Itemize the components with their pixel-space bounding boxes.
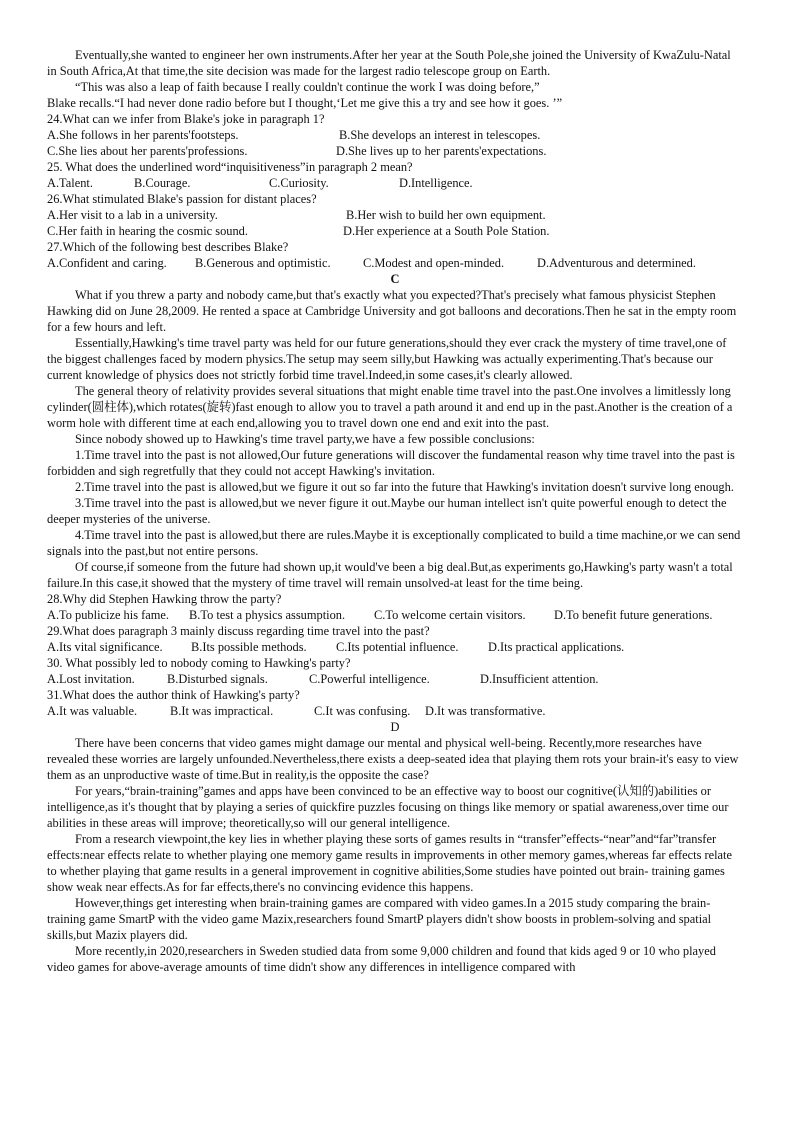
paragraph-c-4: Since nobody showed up to Hawking's time travel party,we have a few possible conclusions: — [75, 432, 535, 446]
option-d[interactable]: D.She lives up to her parents'expectations. — [336, 144, 547, 158]
question-26: 26.What stimulated Blake's passion for distant places? — [47, 192, 317, 206]
question-30: 30. What possibly led to nobody coming to Hawking's party? — [47, 656, 351, 670]
option-b[interactable]: B.Disturbed signals. — [167, 672, 268, 686]
option-c[interactable]: C.Modest and open-minded. — [363, 256, 505, 270]
conclusion-2: 2.Time travel into the past is allowed,but we figure it out so far into the future that Hawking's invitation doesn't survive long enough. — [75, 480, 734, 494]
paragraph-d-1: There have been concerns that video games might damage our mental and physical well-being. Recently,more researches have revealed these worries are largely unfounded.Nevertheless,there exists a deep-seated idea that playing them rots your brain-it's easy to view them as an unproductive waste of time.But in reality,is the opposite the case? — [47, 736, 739, 782]
question-25: 25. What does the underlined word“inquisitiveness”in paragraph 2 mean? — [47, 160, 413, 174]
question-27: 27.Which of the following best describes Blake? — [47, 240, 289, 254]
conclusion-3: 3.Time travel into the past is allowed,but we never figure it out.Maybe our human intellect isn't quite powerful enough to detect the deeper mysteries of the universe. — [47, 496, 727, 526]
option-a[interactable]: A.To publicize his fame. — [47, 608, 169, 622]
paragraph-d-3: From a research viewpoint,the key lies in whether playing these sorts of games results in “transfer”effects-“near”and“far”transfer effects:near effects relate to whether playing one memory game results in improvements in other memory games,whereas far effects relate to whether playing that game results in a general improvement in cognitive abilities,Some studies have pointed out brain- training games show weak near effects.As for far effects,there's no convincing evidence this happens. — [47, 832, 732, 894]
option-c[interactable]: C.Powerful intelligence. — [309, 672, 430, 686]
option-b[interactable]: B.Its possible methods. — [191, 640, 307, 654]
option-d[interactable]: D.To benefit future generations. — [554, 608, 713, 622]
option-c[interactable]: C.Curiosity. — [269, 176, 329, 190]
option-b[interactable]: B.Courage. — [134, 176, 191, 190]
exam-page — [47, 47, 743, 975]
paragraph-c-1: What if you threw a party and nobody came,but that's exactly what you expected?That's precisely what famous physicist Stephen Hawking did on June 28,2009. He rented a space at Cambridge University and got balloons and decorations.Then he sat in the empty room for a few hours and left. — [47, 288, 737, 334]
option-c[interactable]: C.Its potential influence. — [336, 640, 459, 654]
question-29-options — [47, 639, 743, 655]
question-26-options-2 — [47, 223, 743, 239]
paragraph-c-3: The general theory of relativity provides several situations that might enable time travel into the past.One involves a limitlessly long cylinder(圆柱体),which rotates(旋转)fast enough to allow you to travel a path around it and end up in the past.Another is the creation of a worm hole with different time at each end,allowing you to travel down one end and exit into the past. — [47, 384, 733, 430]
option-a[interactable]: A.Confident and caring. — [47, 256, 167, 270]
option-b[interactable]: B.It was impractical. — [170, 704, 274, 718]
option-c[interactable]: C.To welcome certain visitors. — [374, 608, 526, 622]
question-24-options-2 — [47, 143, 743, 159]
option-c[interactable]: C.She lies about her parents'professions. — [47, 144, 248, 158]
question-28: 28.Why did Stephen Hawking throw the party? — [47, 592, 282, 606]
question-24: 24.What can we infer from Blake's joke in paragraph 1? — [47, 112, 325, 126]
option-a[interactable]: A.Its vital significance. — [47, 640, 163, 654]
paragraph-c-2: Essentially,Hawking's time travel party was held for our future generations,should they ever crack the mystery of time travel,one of the biggest challenges faced by modern physics.The setup may seem silly,but Hawking was actually experimenting.That's because our current knowledge of physics does not strictly forbid time travel.Indeed,in some cases,it's clearly allowed. — [47, 336, 727, 382]
question-26-options — [47, 207, 743, 223]
paragraph-d-5: More recently,in 2020,researchers in Sweden studied data from some 9,000 children and found that kids aged 9 or 10 who played video games for above-average amounts of time didn't show any differences in intelligence compared with — [47, 944, 716, 974]
option-b[interactable]: B.Generous and optimistic. — [195, 256, 331, 270]
option-d[interactable]: D.Adventurous and determined. — [537, 256, 696, 270]
option-c[interactable]: C.It was confusing. — [314, 704, 411, 718]
paragraph-b-3: Blake recalls.“I had never done radio before but I thought,‘Let me give this a try and see how it goes. ’” — [47, 96, 563, 110]
section-d-heading: D — [390, 720, 400, 734]
option-c[interactable]: C.Her faith in hearing the cosmic sound. — [47, 224, 248, 238]
option-a[interactable]: A.It was valuable. — [47, 704, 138, 718]
section-c-heading: C — [390, 272, 400, 286]
conclusion-1: 1.Time travel into the past is not allowed,Our future generations will discover the fundamental reason why time travel into the past is forbidden and sigh regretfully that they could not accept Hawking's invitation. — [47, 448, 735, 478]
option-b[interactable]: B.To test a physics assumption. — [189, 608, 346, 622]
option-d[interactable]: D.Her experience at a South Pole Station. — [343, 224, 550, 238]
question-28-options — [47, 607, 743, 623]
option-a[interactable]: A.She follows in her parents'footsteps. — [47, 128, 239, 142]
question-31: 31.What does the author think of Hawking's party? — [47, 688, 300, 702]
question-25-options — [47, 175, 743, 191]
option-a[interactable]: A.Lost invitation. — [47, 672, 135, 686]
paragraph-b-1: Eventually,she wanted to engineer her own instruments.After her year at the South Pole,she joined the University of KwaZulu-Natal in South Africa,At that time,the site decision was made for the largest radio telescope group on Earth. — [47, 48, 731, 78]
paragraph-d-2: For years,“brain-training”games and apps have been convinced to be an effective way to boost our cognitive(认知的)abilities or intelligence,as it's thought that by playing a series of quickfire puzzles focusing on things like memory or spatial awareness,over time our abilities in these areas will improve; theoretically,so will our general intelligence. — [47, 784, 729, 830]
option-b[interactable]: B.Her wish to build her own equipment. — [346, 208, 546, 222]
paragraph-b-2: “This was also a leap of faith because I really couldn't continue the work I was doing before,” — [75, 80, 540, 94]
option-a[interactable]: A.Her visit to a lab in a university. — [47, 208, 218, 222]
option-b[interactable]: B.She develops an interest in telescopes. — [339, 128, 541, 142]
option-d[interactable]: D.Intelligence. — [399, 176, 473, 190]
question-24-options — [47, 127, 743, 143]
paragraph-d-4: However,things get interesting when brain-training games are compared with video games.In a 2015 study comparing the brain-training game SmartP with the video game Mazix,researchers found SmartP players didn't show boosts in problem-solving and spatial skills,but Mazix players did. — [47, 896, 712, 942]
option-d[interactable]: D.It was transformative. — [425, 704, 546, 718]
question-30-options — [47, 671, 743, 687]
option-d[interactable]: D.Insufficient attention. — [480, 672, 599, 686]
option-d[interactable]: D.Its practical applications. — [488, 640, 625, 654]
paragraph-c-5: Of course,if someone from the future had shown up,it would've been a big deal.But,as experiments go,Hawking's party wasn't a total failure.In this case,it showed that the mystery of time travel will remain unsolved-at least for the time being. — [47, 560, 733, 590]
question-31-options — [47, 703, 743, 719]
conclusion-4: 4.Time travel into the past is allowed,but there are rules.Maybe it is exceptionally complicated to build a time machine,or we can send signals into the past,but not entire persons. — [47, 528, 741, 558]
option-a[interactable]: A.Talent. — [47, 176, 93, 190]
question-29: 29.What does paragraph 3 mainly discuss regarding time travel into the past? — [47, 624, 430, 638]
question-27-options — [47, 255, 743, 271]
